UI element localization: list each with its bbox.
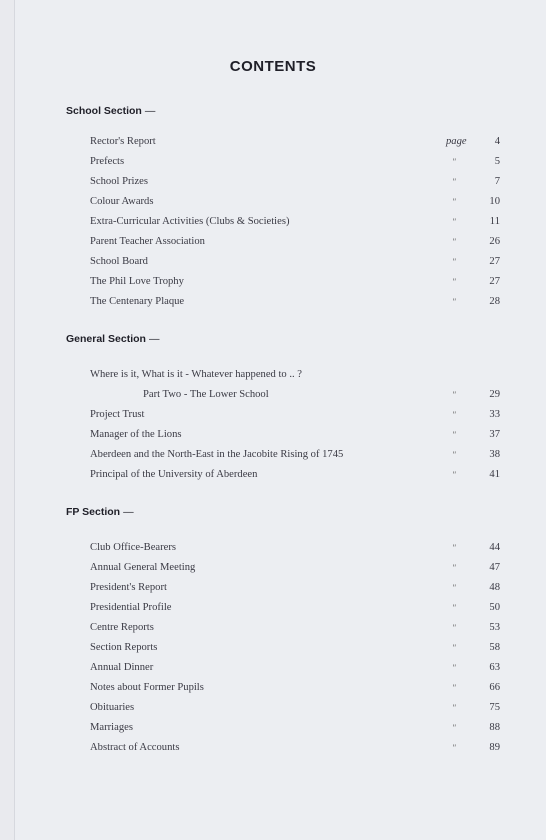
toc-entry-label: Prefects bbox=[90, 156, 125, 167]
toc-page-number: 89 bbox=[489, 742, 500, 753]
section-heading-label: FP Section bbox=[66, 506, 121, 518]
ditto-mark: " bbox=[452, 217, 456, 227]
section-heading-general bbox=[66, 333, 159, 345]
toc-entry bbox=[90, 447, 510, 463]
toc-entry-label: Marriages bbox=[90, 722, 133, 733]
toc-entry-label: Notes about Former Pupils bbox=[90, 682, 204, 693]
toc-page-number: 4 bbox=[494, 136, 500, 147]
section-heading-dash: — bbox=[144, 105, 156, 117]
ditto-mark: " bbox=[452, 157, 456, 167]
toc-entry-label: Manager of the Lions bbox=[90, 429, 182, 440]
toc-page-number: 58 bbox=[489, 642, 500, 653]
toc-page-number: 27 bbox=[489, 276, 500, 287]
toc-page-number: 44 bbox=[489, 542, 500, 553]
toc-entry-label: Part Two - The Lower School bbox=[143, 389, 269, 400]
toc-entry-label: Parent Teacher Association bbox=[90, 236, 205, 247]
ditto-mark: " bbox=[452, 723, 456, 733]
toc-entry bbox=[90, 134, 510, 150]
ditto-mark: " bbox=[452, 583, 456, 593]
toc-page-number: 28 bbox=[489, 296, 500, 307]
ditto-mark: " bbox=[452, 430, 456, 440]
toc-entry-label: Club Office-Bearers bbox=[90, 542, 176, 553]
section-heading-dash: — bbox=[123, 506, 134, 518]
toc-page-number: 50 bbox=[489, 602, 500, 613]
toc-entry bbox=[90, 174, 510, 190]
toc-entry-label: Obituaries bbox=[90, 702, 135, 713]
toc-entry bbox=[90, 294, 510, 310]
toc-entry bbox=[90, 154, 510, 170]
ditto-mark: " bbox=[452, 297, 456, 307]
toc-page-number: 48 bbox=[489, 582, 500, 593]
toc-entry bbox=[90, 214, 510, 230]
section-heading-label: School Section bbox=[66, 105, 142, 117]
page-title: CONTENTS bbox=[229, 58, 317, 75]
toc-entry-label: Section Reports bbox=[90, 642, 158, 653]
toc-entry-label: President's Report bbox=[90, 582, 167, 593]
toc-entry-label: School Prizes bbox=[90, 176, 148, 187]
toc-entry-label: Centre Reports bbox=[90, 622, 154, 633]
toc-page-number: 47 bbox=[489, 562, 500, 573]
toc-entry bbox=[90, 467, 510, 483]
toc-entry bbox=[90, 387, 510, 403]
toc-page-number: 63 bbox=[489, 662, 500, 673]
toc-page-number: 26 bbox=[489, 236, 500, 247]
ditto-mark: " bbox=[452, 563, 456, 573]
toc-entry bbox=[90, 407, 510, 423]
toc-page-number: 53 bbox=[489, 622, 500, 633]
toc-entry bbox=[90, 620, 510, 636]
toc-entry-label: Project Trust bbox=[90, 409, 145, 420]
toc-entry bbox=[90, 367, 510, 383]
toc-entry bbox=[90, 560, 510, 576]
toc-page-number: 7 bbox=[494, 176, 500, 187]
toc-page-number: 27 bbox=[489, 256, 500, 267]
toc-entry bbox=[90, 234, 510, 250]
toc-entry-label: Principal of the University of Aberdeen bbox=[90, 469, 258, 480]
section-heading-school bbox=[66, 105, 155, 117]
toc-entry bbox=[90, 660, 510, 676]
ditto-mark: " bbox=[452, 237, 456, 247]
toc-entry-label: Presidential Profile bbox=[90, 602, 172, 613]
toc-entry bbox=[90, 254, 510, 270]
toc-entry-label: Rector's Report bbox=[90, 136, 156, 147]
ditto-mark: " bbox=[452, 177, 456, 187]
toc-entry-label: Aberdeen and the North-East in the Jacobite Rising of 1745 bbox=[90, 449, 344, 460]
toc-entry bbox=[90, 540, 510, 556]
toc-entry-label: School Board bbox=[90, 256, 148, 267]
toc-entry bbox=[90, 700, 510, 716]
toc-entry bbox=[90, 580, 510, 596]
section-heading-fp bbox=[66, 506, 134, 518]
toc-page-number: 29 bbox=[489, 389, 500, 400]
ditto-mark: " bbox=[452, 623, 456, 633]
ditto-mark: " bbox=[452, 643, 456, 653]
ditto-mark: " bbox=[452, 390, 456, 400]
toc-entry bbox=[90, 600, 510, 616]
toc-entry-label: Extra-Curricular Activities (Clubs & Societies) bbox=[90, 216, 290, 227]
section-heading-label: General Section bbox=[66, 333, 146, 345]
ditto-mark: " bbox=[452, 743, 456, 753]
toc-page-number: 41 bbox=[489, 469, 500, 480]
toc-entry bbox=[90, 194, 510, 210]
toc-page-word: page bbox=[446, 136, 467, 147]
toc-entry bbox=[90, 640, 510, 656]
toc-entry-label: Colour Awards bbox=[90, 196, 154, 207]
toc-entry bbox=[90, 274, 510, 290]
ditto-mark: " bbox=[452, 683, 456, 693]
toc-page-number: 5 bbox=[494, 156, 500, 167]
ditto-mark: " bbox=[452, 603, 456, 613]
toc-entry bbox=[90, 680, 510, 696]
ditto-mark: " bbox=[452, 410, 456, 420]
ditto-mark: " bbox=[452, 703, 456, 713]
section-heading-dash: — bbox=[148, 333, 160, 345]
toc-entry bbox=[90, 427, 510, 443]
ditto-mark: " bbox=[452, 470, 456, 480]
toc-entry-label: Annual Dinner bbox=[90, 662, 154, 673]
toc-page-number: 38 bbox=[489, 449, 500, 460]
toc-entry-label: The Phil Love Trophy bbox=[90, 276, 184, 287]
ditto-mark: " bbox=[452, 257, 456, 267]
ditto-mark: " bbox=[452, 197, 456, 207]
toc-page-number: 37 bbox=[489, 429, 500, 440]
toc-entry-label: Where is it, What is it - Whatever happened to .. ? bbox=[90, 369, 302, 380]
toc-page-number: 75 bbox=[489, 702, 500, 713]
toc-page-number: 11 bbox=[489, 216, 500, 227]
toc-entry bbox=[90, 720, 510, 736]
toc-entry bbox=[90, 740, 510, 756]
ditto-mark: " bbox=[452, 450, 456, 460]
toc-page-number: 66 bbox=[489, 682, 500, 693]
ditto-mark: " bbox=[452, 663, 456, 673]
ditto-mark: " bbox=[452, 543, 456, 553]
toc-page-number: 88 bbox=[489, 722, 500, 733]
ditto-mark: " bbox=[452, 277, 456, 287]
toc-page-number: 33 bbox=[489, 409, 500, 420]
toc-entry-label: Annual General Meeting bbox=[90, 562, 196, 573]
toc-entry-label: The Centenary Plaque bbox=[90, 296, 185, 307]
toc-entry-label: Abstract of Accounts bbox=[90, 742, 180, 753]
toc-page-number: 10 bbox=[489, 196, 500, 207]
